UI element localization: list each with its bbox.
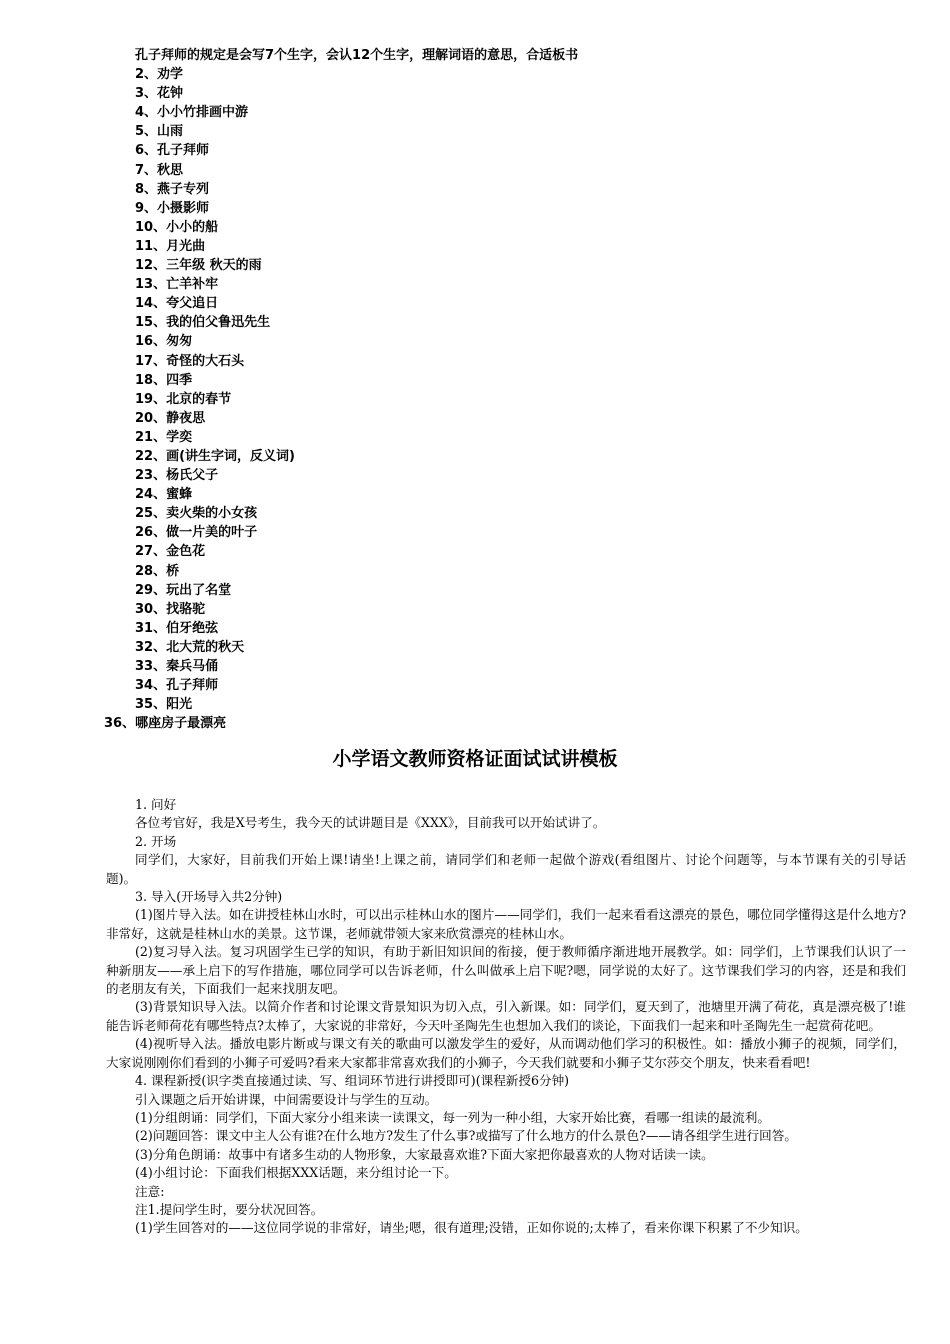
list-item: 18、四季 [135,372,193,388]
list-item: 27、金色花 [135,544,206,560]
paragraph: (1)学生回答对的——这位同学说的非常好，请坐;嗯，很有道理;没错，正如你说的;太棒了，看来你课下积累了不少知识。 [135,1220,808,1236]
lesson-list [104,46,915,733]
paragraph: 各位考官好，我是X号考生，我今天的试讲题目是《XXX》，目前我可以开始试讲了。 [135,815,606,831]
list-item: 21、学奕 [135,429,193,445]
paragraph: 4. 课程新授(识字类直接通过读、写、组词环节进行讲授即可)(课程新授6分钟) [135,1073,570,1089]
list-item: 9、小摄影师 [135,200,210,216]
list-item: 15、我的伯父鲁迅先生 [135,315,271,331]
list-item: 12、三年级 秋天的雨 [135,258,262,274]
paragraph: (4)小组讨论：下面我们根据XXX话题，来分组讨论一下。 [135,1165,457,1181]
paragraph: 同学们，大家好，目前我们开始上课!请坐!上课之前，请同学们和老师一起做个游戏(看组图片、讨论个问题等，与本节课有关的引导话题)。 [106,852,906,886]
list-item: 16、匆匆 [135,334,193,350]
paragraph: 注意: [135,1183,165,1199]
list-item: 7、秋思 [135,162,184,178]
paragraph: (3)背景知识导入法。以简介作者和讨论课文背景知识为切入点，引入新课。如：同学们，夏天到了，池塘里开满了荷花，真是漂亮极了!谁能告诉老师荷花有哪些特点?太棒了，大家说的非常好，今天叶圣陶先生也想加入我们的谈论，下面我们一起来和叶圣陶先生一起赏荷花吧。 [106,999,906,1033]
paragraph: (1)分组朗诵：同学们，下面大家分小组来读一读课文，每一列为一种小组，大家开始比赛，看哪一组读的最流利。 [135,1109,770,1125]
list-item: 11、月光曲 [135,238,206,254]
paragraph: 2. 开场 [135,833,177,849]
list-item: 8、燕子专列 [135,181,210,197]
document-title: 小学语文教师资格证面试试讲模板 [332,748,618,770]
list-item: 34、孔子拜师 [135,678,219,694]
list-item: 30、找骆驼 [135,601,206,617]
list-item: 33、秦兵马俑 [135,659,219,674]
list-item: 5、山雨 [135,124,184,140]
list-item: 29、玩出了名堂 [135,582,232,598]
list-item: 36、哪座房子最漂亮 [104,716,227,732]
list-item: 23、杨氏父子 [135,468,219,484]
list-item: 28、桥 [135,563,180,579]
list-item: 6、孔子拜师 [135,143,210,159]
list-item: 4、小小竹排画中游 [135,105,249,121]
list-item: 孔子拜师的规定是会写7个生字，会认12个生字，理解词语的意思，合适板书 [135,48,579,63]
list-item: 24、蜜蜂 [135,487,193,503]
list-item: 19、北京的春节 [135,391,232,407]
paragraph: 3. 导入(开场导入共2分钟) [135,889,283,905]
list-item: 32、北大荒的秋天 [135,639,245,655]
list-item: 17、奇怪的大石头 [135,353,245,369]
list-item: 26、做一片美的叶子 [135,525,258,541]
list-item: 25、卖火柴的小女孩 [135,506,258,522]
paragraph: 注1.提问学生时，要分状况回答。 [135,1201,324,1217]
paragraph: 1. 问好 [135,797,177,812]
list-item: 20、静夜思 [135,410,206,426]
document-body [106,796,906,1238]
list-item: 2、劝学 [135,67,184,83]
list-item: 31、伯牙绝弦 [135,620,219,636]
paragraph: (1)图片导入法。如在讲授桂林山水时，可以出示桂林山水的图片——同学们，我们一起来看看这漂亮的景色，哪位同学懂得这是什么地方?非常好，这就是桂林山水的美景。这节课，老师就带领大家来欣赏漂亮的桂林山水。 [106,907,906,941]
list-item: 35、阳光 [135,697,193,713]
paragraph: 引入课题之后开始讲课，中间需要设计与学生的互动。 [135,1091,438,1107]
list-item: 14、夸父追日 [135,296,219,312]
paragraph: (4)视听导入法。播放电影片断或与课文有关的歌曲可以激发学生的爱好，从而调动他们学习的积极性。如：播放小狮子的视频，同学们，大家说刚刚你们看到的小狮子可爱吗?看来大家都非常喜欢我们的小狮子，今天我们就要和小狮子艾尔莎交个朋友，快来看看吧! [106,1036,906,1070]
paragraph: (3)分角色朗诵：故事中有诸多生动的人物形象，大家最喜欢谁?下面大家把你最喜欢的人物对话读一读。 [135,1146,714,1162]
paragraph: (2)问题回答：课文中主人公有谁?在什么地方?发生了什么事?或描写了什么地方的什么景色?——请各组学生进行回答。 [135,1128,797,1144]
list-item: 3、花钟 [135,86,184,102]
list-item: 10、小小的船 [135,219,219,235]
paragraph: (2)复习导入法。复习巩固学生已学的知识，有助于新旧知识间的衔接，便于教师循序渐进地开展教学。如：同学们，上节课我们认识了一种新朋友——承上启下的写作措施，哪位同学可以告诉老师，什么叫做承上启下呢?嗯，同学说的太好了。这节课我们学习的内容，还是和我们的老朋友有关，下面我们一起来找朋友吧。 [106,944,906,997]
list-item: 22、画(讲生字词，反义词) [135,448,295,464]
list-item: 13、亡羊补牢 [135,277,219,293]
